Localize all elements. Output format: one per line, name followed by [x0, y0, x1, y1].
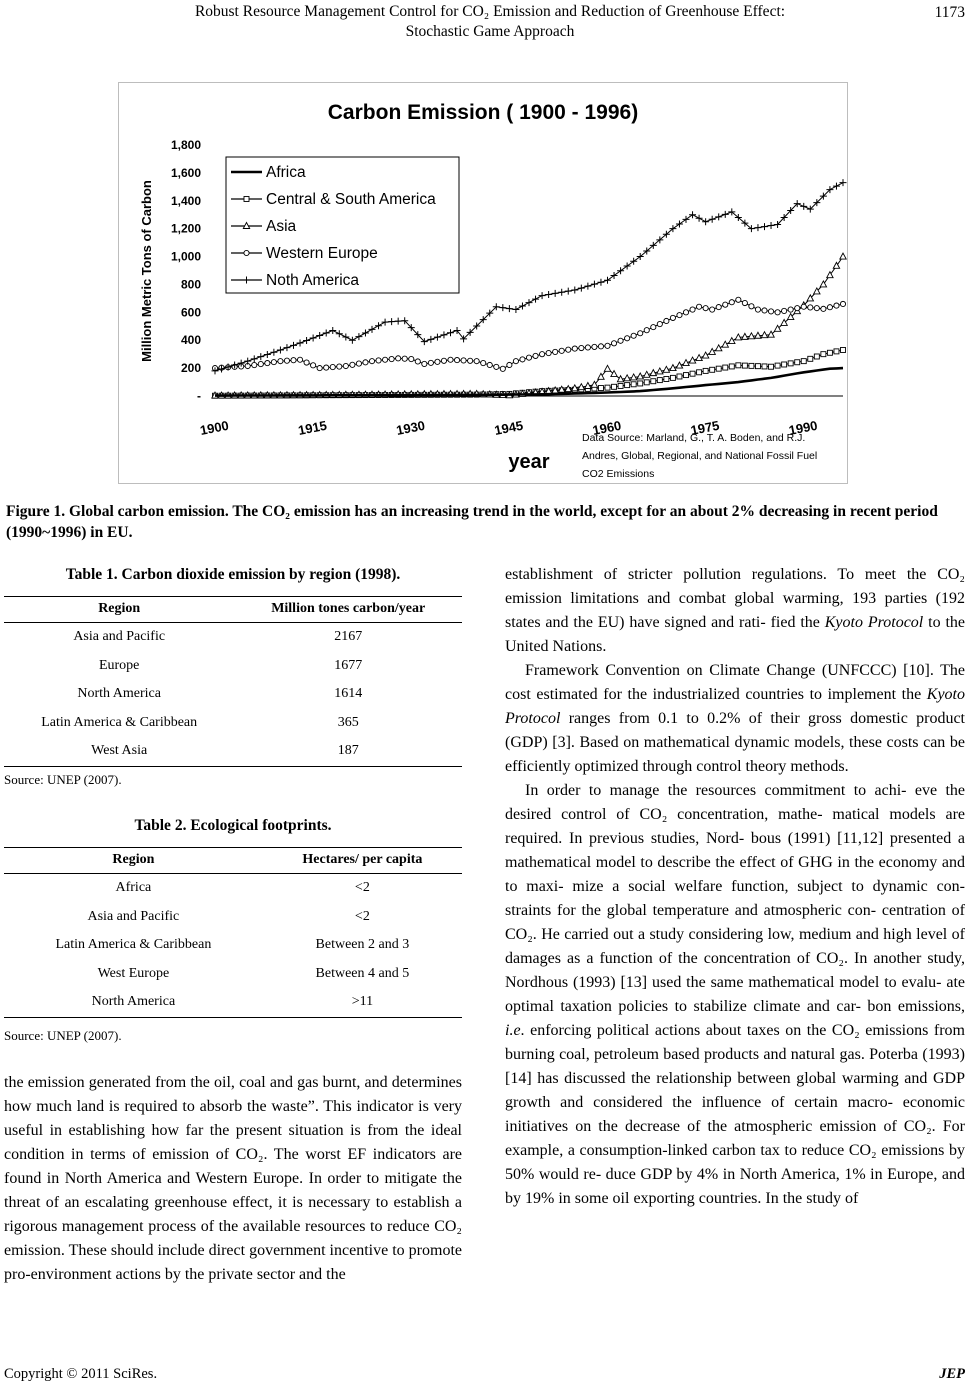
legend-label: Noth America — [266, 272, 360, 289]
plus-marker — [310, 334, 317, 341]
y-tick-label: 1,600 — [170, 165, 201, 180]
circle-marker — [808, 305, 813, 310]
table1-grid — [4, 596, 462, 767]
plus-marker — [676, 221, 683, 228]
x-tick-label: 1990 — [787, 417, 819, 438]
plus-marker — [571, 287, 578, 294]
plus-marker — [225, 363, 232, 370]
square-marker — [638, 381, 643, 386]
table-cell: Latin America & Caribbean — [55, 937, 212, 953]
text-run-italic: Kyoto Protocol — [505, 686, 965, 727]
circle-marker — [324, 365, 329, 370]
circle-marker — [736, 297, 741, 302]
square-marker — [244, 197, 249, 202]
text-run-italic: i.e — [505, 1022, 521, 1039]
plus-marker — [768, 222, 775, 229]
x-tick-label: 1930 — [394, 417, 427, 438]
circle-marker — [487, 362, 492, 367]
square-marker — [605, 385, 610, 390]
circle-marker — [566, 347, 571, 352]
y-tick-label: 1,200 — [170, 221, 201, 236]
square-marker — [716, 366, 721, 371]
square-marker — [834, 349, 839, 354]
circle-marker — [553, 349, 558, 354]
table-cell: 365 — [337, 714, 359, 730]
table-cell: >11 — [263, 988, 462, 1017]
table-row — [4, 737, 462, 766]
plus-marker — [800, 203, 807, 210]
circle-marker — [474, 359, 479, 364]
circle-marker — [441, 358, 446, 363]
triangle-marker — [722, 341, 728, 347]
table-row — [4, 931, 462, 960]
square-marker — [736, 363, 741, 368]
x-tick-label: 1975 — [689, 417, 721, 438]
circle-marker — [644, 328, 649, 333]
plus-marker — [362, 329, 369, 336]
plus-marker — [584, 283, 591, 290]
square-marker — [670, 375, 675, 380]
plus-marker — [316, 332, 323, 339]
circle-marker — [363, 360, 368, 365]
triangle-marker — [702, 352, 708, 358]
table2-header-region: Region — [4, 848, 263, 874]
square-marker — [749, 363, 754, 368]
data-source-note: Andres, Global, Regional, and National Fossil Fuel — [582, 450, 818, 462]
circle-marker — [468, 358, 473, 363]
square-marker — [801, 359, 806, 364]
circle-marker — [821, 306, 826, 311]
text-run: ranges from 0.1 to 0.2% of their gross domestic product (GDP) [3]. Based on mathematical dynamic models, these costs can be efficiently optimized through control theory methods. — [505, 710, 965, 775]
triangle-marker — [709, 348, 715, 354]
circle-marker — [664, 318, 669, 323]
square-marker — [631, 382, 636, 387]
plus-marker — [369, 326, 376, 333]
footer-copyright: Copyright © 2011 SciRes. — [4, 1366, 158, 1382]
circle-marker — [494, 364, 499, 369]
circle-marker — [598, 344, 603, 349]
circle-marker — [585, 345, 590, 350]
y-tick-label: 200 — [180, 361, 201, 376]
square-marker — [795, 360, 800, 365]
data-source-note: CO2 Emissions — [582, 468, 655, 480]
plus-marker — [336, 330, 343, 337]
square-marker — [703, 368, 708, 373]
plus-marker — [715, 213, 722, 220]
triangle-marker — [729, 338, 735, 344]
plus-marker — [591, 281, 598, 288]
square-marker — [598, 386, 603, 391]
plus-marker — [604, 277, 611, 284]
circle-marker — [291, 358, 296, 363]
plus-marker — [251, 355, 258, 362]
circle-marker — [244, 250, 249, 255]
circle-marker — [507, 362, 512, 367]
plus-marker — [696, 215, 703, 222]
plus-marker — [257, 353, 264, 360]
circle-marker — [409, 356, 414, 361]
plus-marker — [624, 263, 631, 270]
plus-marker — [395, 318, 402, 325]
circle-marker — [703, 306, 708, 311]
x-tick-label: 1945 — [493, 417, 525, 438]
table-cell: 1614 — [334, 686, 363, 702]
square-marker — [821, 352, 826, 357]
circle-marker — [677, 313, 682, 318]
circle-marker — [454, 357, 459, 362]
circle-marker — [834, 303, 839, 308]
table-cell: <2 — [354, 880, 370, 896]
table2 — [4, 817, 462, 1044]
square-marker — [782, 362, 787, 367]
circle-marker — [651, 325, 656, 330]
plus-marker — [754, 224, 761, 231]
x-tick-label: 1960 — [591, 417, 623, 438]
plus-marker — [617, 267, 624, 274]
circle-marker — [683, 310, 688, 315]
circle-marker — [461, 358, 466, 363]
circle-marker — [337, 364, 342, 369]
plus-marker — [434, 334, 441, 341]
table-cell: Latin America & Caribbean — [41, 714, 198, 730]
square-marker — [762, 364, 767, 369]
y-tick-label: 800 — [180, 277, 201, 292]
plus-marker — [709, 216, 716, 223]
table-row — [4, 874, 462, 903]
table-cell: 2167 — [334, 629, 363, 645]
chart-title: Carbon Emission ( 1900 - 1996) — [327, 101, 639, 124]
circle-marker — [520, 357, 525, 362]
square-marker — [755, 364, 760, 369]
table1 — [4, 566, 462, 788]
circle-marker — [284, 358, 289, 363]
y-tick-label: 1,400 — [170, 193, 201, 208]
plus-marker — [290, 342, 297, 349]
plus-marker — [558, 289, 565, 296]
table-cell: West Europe — [97, 965, 170, 981]
text-run: establishment of stricter pollution regulations. To meet the CO₂ emission limitations and combat global warming, 193 parties (192 states and the EU) have signed and rati- fied the — [505, 566, 965, 631]
text-run-italic: Kyoto Protocol — [824, 614, 924, 631]
legend-label: Africa — [266, 164, 306, 181]
circle-marker — [795, 306, 800, 311]
legend-label: Central & South America — [266, 191, 436, 208]
circle-marker — [533, 353, 538, 358]
square-marker — [723, 365, 728, 370]
circle-marker — [317, 366, 322, 371]
table2-title: Table 2. Ecological footprints. — [134, 817, 332, 834]
plus-marker — [342, 333, 349, 340]
square-marker — [651, 379, 656, 384]
body-paragraph — [505, 659, 965, 779]
x-tick-label: 1915 — [296, 417, 329, 438]
circle-marker — [350, 362, 355, 367]
circle-marker — [415, 359, 420, 364]
plus-marker — [264, 351, 271, 358]
circle-marker — [428, 360, 433, 365]
y-tick-label: 400 — [180, 333, 201, 348]
table-cell: Between 2 and 3 — [315, 937, 410, 953]
plus-marker — [683, 216, 690, 223]
circle-marker — [768, 309, 773, 314]
square-marker — [814, 354, 819, 359]
table1-title: Table 1. Carbon dioxide emission by region (1998). — [65, 566, 401, 583]
plus-marker — [375, 322, 382, 329]
square-marker — [684, 373, 689, 378]
plus-marker — [833, 183, 840, 190]
table2-grid — [4, 847, 462, 1018]
plus-marker — [689, 211, 696, 218]
footer-journal: JEP — [939, 1366, 965, 1382]
circle-marker — [611, 341, 616, 346]
plus-marker — [270, 349, 277, 356]
circle-marker — [605, 343, 610, 348]
circle-marker — [271, 360, 276, 365]
circle-marker — [762, 308, 767, 313]
circle-marker — [513, 359, 518, 364]
circle-marker — [448, 357, 453, 362]
circle-marker — [670, 315, 675, 320]
circle-marker — [801, 304, 806, 309]
plus-marker — [761, 223, 768, 230]
circle-marker — [742, 300, 747, 305]
table-cell: North America — [4, 988, 263, 1017]
circle-marker — [814, 306, 819, 311]
square-marker — [729, 364, 734, 369]
table-cell: Asia and Pacific — [87, 908, 180, 924]
triangle-marker — [611, 371, 617, 377]
square-marker — [742, 363, 747, 368]
square-marker — [769, 364, 774, 369]
square-marker — [827, 350, 832, 355]
plus-marker — [545, 291, 552, 298]
circle-marker — [343, 363, 348, 368]
plus-marker — [427, 336, 434, 343]
body-paragraph — [505, 563, 965, 659]
carbon-emission-chart — [119, 83, 847, 483]
running-header — [120, 2, 860, 42]
plus-marker — [512, 306, 519, 313]
legend-label: Western Europe — [266, 245, 378, 262]
circle-marker — [258, 361, 263, 366]
square-marker — [841, 347, 846, 352]
left-column-text — [4, 1071, 462, 1287]
text-run: In order to manage the resources commitment to achi- eve the desired control of CO₂ concentration, mathe- matical models are required. In previous studies, Nord- bous (1991) [11,12] presented a mathematical model to describe the effect of GHG in the economy and to maxi- mize a social welfare function, subject to dynamic con- straints for the global temperature and atmospheric con- centration of CO₂. He carried out a study considering low, medium and high level of damages as a function of the concentration of CO₂. In another study, Nordhous (1993) [13] used the same mathematical model to evalu- ate optimal taxation policies to stabilize climate and car- bon emissions, — [505, 782, 965, 1015]
square-marker — [690, 371, 695, 376]
table-row — [4, 623, 462, 652]
circle-marker — [526, 355, 531, 360]
circle-marker — [749, 304, 754, 309]
plus-marker — [578, 285, 585, 292]
table-cell: North America — [77, 686, 161, 702]
header-title-line2: Stochastic Game Approach — [405, 23, 575, 40]
text-run: Framework Convention on Climate Change (UNFCCC) [10]. The cost estimated for the industrialized countries to implement the — [505, 662, 965, 703]
plus-marker — [565, 288, 572, 295]
figure-caption: Figure 1. Global carbon emission. The CO₂ emission has an increasing trend in the world, except for an about 2% decreasing in recent period (1990~1996) in EU. — [6, 503, 938, 541]
circle-marker — [690, 307, 695, 312]
x-axis-label: year — [508, 451, 550, 473]
plus-marker — [323, 329, 330, 336]
right-column-text — [505, 563, 965, 1211]
circle-marker — [625, 336, 630, 341]
plus-marker — [526, 299, 533, 306]
circle-marker — [369, 359, 374, 364]
plus-marker — [630, 258, 637, 265]
data-source-note: Data Source: Marland, G., T. A. Boden, and R.J. — [582, 432, 806, 444]
table-cell: Europe — [98, 657, 140, 673]
table-cell: <2 — [354, 908, 370, 924]
square-marker — [644, 380, 649, 385]
table-row — [4, 960, 462, 989]
plus-marker — [382, 319, 389, 326]
circle-marker — [252, 362, 257, 367]
circle-marker — [500, 366, 505, 371]
circle-marker — [775, 310, 780, 315]
circle-marker — [579, 345, 584, 350]
square-marker — [625, 383, 630, 388]
triangle-marker — [604, 365, 610, 371]
plus-marker — [349, 337, 356, 344]
plus-marker — [283, 344, 290, 351]
plus-marker — [532, 296, 539, 303]
y-tick-label: 1,000 — [170, 249, 201, 264]
circle-marker — [297, 357, 302, 362]
circle-marker — [696, 304, 701, 309]
plus-marker — [519, 303, 526, 310]
circle-marker — [422, 361, 427, 366]
table2-header-value: Hectares/ per capita — [263, 848, 462, 874]
circle-marker — [657, 321, 662, 326]
circle-marker — [265, 360, 270, 365]
circle-marker — [572, 346, 577, 351]
circle-marker — [356, 361, 361, 366]
plus-marker — [244, 358, 251, 365]
square-marker — [618, 383, 623, 388]
table-cell: Asia and Pacific — [73, 629, 166, 645]
circle-marker — [638, 331, 643, 336]
y-axis-label: Million Metric Tons of Carbon — [139, 180, 154, 362]
circle-marker — [788, 307, 793, 312]
plus-marker — [702, 218, 709, 225]
plus-marker — [440, 331, 447, 338]
circle-marker — [481, 360, 486, 365]
circle-marker — [716, 305, 721, 310]
body-paragraph — [505, 779, 965, 1211]
circle-marker — [376, 358, 381, 363]
square-marker — [697, 370, 702, 375]
circle-marker — [840, 301, 845, 306]
square-marker — [657, 378, 662, 383]
header-title-line1: Robust Resource Management Control for CO₂ Emission and Reduction of Greenhouse Effect: — [194, 3, 786, 20]
table-cell: Between 4 and 5 — [315, 965, 410, 981]
plus-marker — [329, 327, 336, 334]
plus-marker — [597, 279, 604, 286]
square-marker — [788, 361, 793, 366]
circle-marker — [278, 359, 283, 364]
body-paragraph: the emission generated from the oil, coal and gas burnt, and determines how much land is required to absorb the waste”. This indicator is very useful in establishing how far the present situation is from the ideal condition in terms of emission of CO₂. The worst EF indicators are found in North America and Western Europe. In order to mitigate the threat of an escalating greenhouse effect, it is necessary to establish a rigorous management process of the available resources to reduce CO₂ emission. These should include direct government incentive to promote pro-environment actions by the private sector and the — [4, 1074, 462, 1283]
circle-marker — [402, 356, 407, 361]
figure-1 — [118, 82, 848, 484]
plus-marker — [552, 290, 559, 297]
circle-marker — [723, 302, 728, 307]
text-run: . enforcing political actions about taxes on the CO₂ emissions from burning coal, petroleum based products and natural gas. Poterba (1993) [14] has discussed the relationship between global warming and GDP growth and considered the influence of certain macro- economic initiatives on the decrease of the atmospheric emission of CO₂. For example, a consumption-linked carbon tax to reduce CO₂ emissions by 50% would re- duce GDP by 4% in North America, 1% in Europe, and by 19% in some oil exporting countries. In the study of — [505, 1022, 965, 1207]
y-tick-label: 600 — [180, 305, 201, 320]
circle-marker — [311, 363, 316, 368]
plus-marker — [297, 340, 304, 347]
circle-marker — [592, 344, 597, 349]
plus-marker — [355, 333, 362, 340]
circle-marker — [559, 348, 564, 353]
table-row — [4, 903, 462, 932]
table1-header-value: Million tones carbon/year — [234, 597, 462, 623]
circle-marker — [382, 357, 387, 362]
plus-marker — [611, 272, 618, 279]
circle-marker — [304, 360, 309, 365]
plus-marker — [303, 337, 310, 344]
table-row — [4, 680, 462, 709]
plus-marker — [840, 179, 847, 186]
circle-marker — [631, 333, 636, 338]
circle-marker — [729, 300, 734, 305]
circle-marker — [396, 356, 401, 361]
square-marker — [664, 376, 669, 381]
table-cell: West Asia — [4, 737, 234, 766]
table-row — [4, 709, 462, 738]
circle-marker — [710, 307, 715, 312]
circle-marker — [618, 338, 623, 343]
table1-header-region: Region — [4, 597, 234, 623]
table-row — [4, 652, 462, 681]
plus-marker — [388, 318, 395, 325]
square-marker — [612, 384, 617, 389]
table-cell: 1677 — [334, 657, 363, 673]
circle-marker — [827, 305, 832, 310]
page-number: 1173 — [934, 4, 965, 21]
circle-marker — [546, 350, 551, 355]
plus-marker — [506, 305, 513, 312]
y-tick-label: 1,800 — [170, 138, 201, 152]
plus-marker — [722, 211, 729, 218]
circle-marker — [389, 356, 394, 361]
triangle-marker — [840, 253, 846, 259]
y-tick-label: - — [197, 389, 201, 403]
circle-marker — [539, 352, 544, 357]
table-cell: Africa — [115, 880, 152, 896]
chart-legend — [226, 157, 459, 293]
legend-label: Asia — [266, 218, 297, 235]
plus-marker — [539, 292, 546, 299]
text-run: to the United Nations. — [505, 614, 965, 655]
circle-marker — [755, 307, 760, 312]
triangle-marker — [716, 345, 722, 351]
table1-source: Source: UNEP (2007). — [4, 771, 122, 787]
table2-source: Source: UNEP (2007). — [4, 1027, 122, 1043]
square-marker — [808, 356, 813, 361]
plus-marker — [499, 304, 506, 311]
circle-marker — [782, 308, 787, 313]
circle-marker — [435, 359, 440, 364]
x-tick-label: 1900 — [198, 417, 230, 438]
plus-marker — [277, 346, 284, 353]
circle-marker — [330, 364, 335, 369]
square-marker — [677, 374, 682, 379]
table-cell: 187 — [234, 737, 462, 766]
table-row — [4, 988, 462, 1017]
square-marker — [710, 367, 715, 372]
plus-marker — [447, 329, 454, 336]
square-marker — [775, 363, 780, 368]
